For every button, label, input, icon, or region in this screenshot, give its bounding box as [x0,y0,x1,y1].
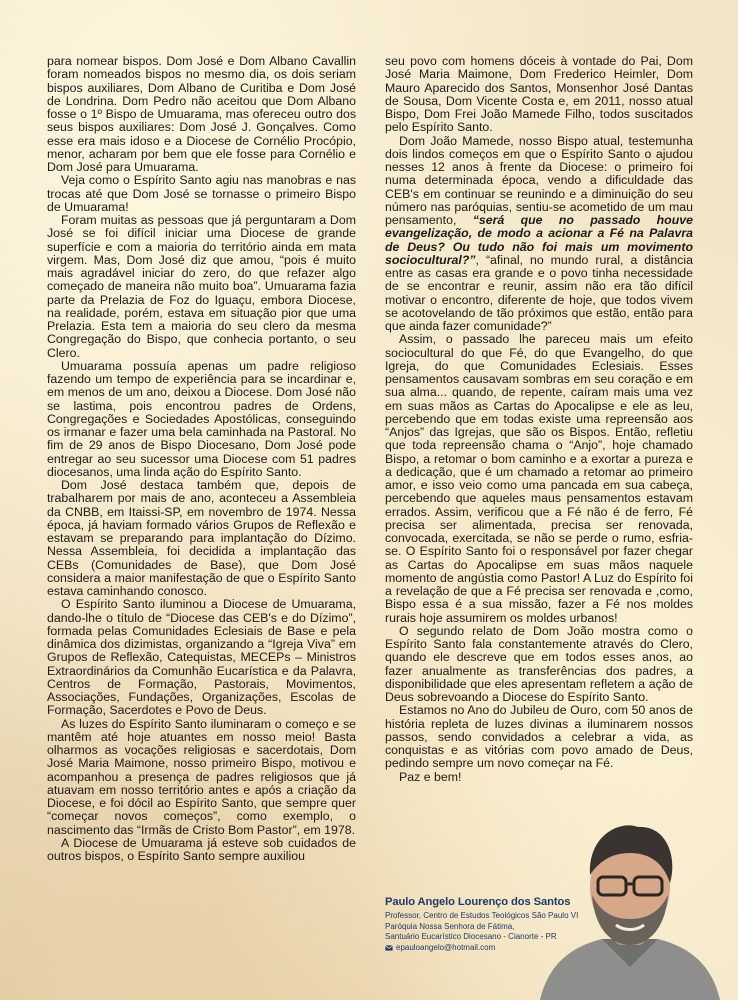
author-sanctuary: Santuário Eucarístico Diocesano - Cianorte - PR [385,932,557,942]
author-parish: Paróquia Nossa Senhora de Fátima, [385,921,515,931]
article-paragraph: Veja como o Espírito Santo agiu nas manobras e nas trocas até que Dom José se tornasse o primeiro Bispo de Umuarama! [47,173,356,214]
article-paragraph: O Espírito Santo iluminou a Diocese de Umuarama, dando-lhe o título de “Diocese das CEB's e do Dízimo”, formada pelas Comunidades Eclesiais de Base e pela dinâmica dos dizimistas, organizando a “Igreja Viva” em Grupos de Reflexão, Catequistas, MECEPs – Ministros Extraordinários da Comunhão Eucarística e da Palavra, Centros de Formação, Pastorais, Movimentos, Associações, Fundações, Organizações, Escolas de Formação, Sacerdotes e Povo de Deus. [47,597,356,718]
closing-line: Paz e bem! [399,769,462,784]
article-paragraph: Assim, o passado lhe pareceu mais um efeito sociocultural do que Fé, do que Evangelho, do que Igreja, do que Comunidades Eclesiais. Esses pensamentos causavam sombras em seu coração e em sua alma... quando, de repente, caíram mais uma vez em suas mãos as Cartas do Apocalipse e ele as leu, percebendo que em todas existe uma repreensão aos “Anjos” das Igrejas, que são os Bispos. Então, refletiu que toda repreensão chama o “Anjo”, hoje chamado Bispo, a retomar o bom caminho e a exortar a pureza e a dedicação, que é um chamado a retomar ao primeiro amor, e isso veio como uma pancada em sua cabeça, percebendo que aqueles maus pensamentos estavam errados. Assim, verificou que a Fé não é de ferro, Fé precisa ser alimentada, precisa ser renovada, convocada, exercitada, se não se perde o rumo, esfria-se. O Espírito Santo foi o responsável por fazer chegar as Cartas do Apocalipse em suas mãos naquele momento de angústia como Pastor! A Luz do Espírito foi a revelação de que a Fé precisa ser renovada e ,como, Bispo essa é a sua missão, fazer a Fé nos moldes rurais hoje assumirem os moldes urbanos! [385,332,693,625]
author-affiliation: Professor, Centro de Estudos Teológicos São Paulo VI [385,911,579,920]
author-email[interactable]: epauloangelo@hotmail.com [396,942,496,952]
article-paragraph: As luzes do Espírito Santo iluminaram o começo e se mantêm até hoje atuantes em nosso meio! Basta olharmos as vocações religiosas e sacerdotais, Dom José Maria Maimone, nosso primeiro Bispo, motivou e acompanhou a presença de padres religiosos que já atuavam em nosso território antes e após a criação da Diocese, e foi dócil ao Espírito Santo, que sempre quer “começar novos começos”, como exemplo, o nascimento das “Irmãs de Cristo Bom Pastor”, em 1978. [47,716,356,837]
article-paragraph [385,135,693,334]
article-paragraph: O segundo relato de Dom João mostra como o Espírito Santo fala constantemente através do Clero, quando ele descreve que em todos esses anos, ao fazer anualmente as transferências dos padres, a disponibilidade que eles apresentam refletem a ação de Deus sobrevoando a Diocese do Espírito Santo. [385,623,693,704]
article-paragraph: Dom José destaca também que, depois de trabalharem por mais de ano, aconteceu a Assembleia da CNBB, em Itaissi-SP, em novembro de 1974. Nessa época, já haviam formado vários Grupos de Reflexão e estavam se preparando para implantação do Dízimo. Nessa Assembleia, foi decidida a implantação das CEBs (Comunidades de Base), que Dom José considera a maior manifestação de que o Espírito Santo estava caminhando conosco. [47,478,356,598]
article-right-column [385,55,693,784]
paragraph-text: , “afinal, no mundo rural, a distância entre as casas era grande e o povo tinha necessidade de se encontrar e reunir, assim não era tão difícil motivar o encontro, diferente de hoje, que todos vivem se acotovelando de tão próximos que estão, então para que ainda fazer comunidade?” [385,252,693,333]
article-paragraph: Foram muitas as pessoas que já perguntaram a Dom José se foi difícil iniciar uma Diocese de grande superfície e com a maioria do território ainda em mata virgem. Mas, Dom José diz que amou, “pois é muito mais agradável iniciar do zero, do que refazer algo começado de maneira não muito boa”. Umuarama fazia parte da Prelazia de Foz do Iguaçu, embora Diocese, na realidade, porém, estava em situação pior que uma Prelazia. Esta tem a maioria do seu clero da mesma Congregação do Bispo, que conhecia portanto, o seu Clero. [47,213,356,360]
author-name: Paulo Angelo Lourenço dos Santos [385,896,571,908]
article-paragraph: seu povo com homens dóceis à vontade do Pai, Dom José Maria Maimone, Dom Frederico Heimler, Dom Mauro Aparecido dos Santos, Monsenhor José Dantas de Sousa, Dom Vicente Costa e, em 2011, nosso atual Bispo, Dom Frei João Mamede Filho, todos suscitados pelo Espírito Santo. [385,54,693,135]
article-paragraph: Umuarama possuía apenas um padre religioso fazendo um tempo de experiência para se incardinar e, em menos de um ano, deixou a Diocese. Dom José não se lastima, pois encontrou padres de Ordens, Congregações e Sociedades Apostólicas, conseguindo os irmanar e fazer uma bela caminhada na Pastoral. No fim de 29 anos de Bispo Diocesano, Dom José pode entregar ao seu sucessor uma Diocese com 51 padres diocesanos, uma linda ação do Espírito Santo. [47,358,356,479]
article-paragraph: Estamos no Ano do Jubileu de Ouro, com 50 anos de história repleta de luzes divinas a iluminarem nossos passos, sendo convidados a celebrar a vida, as conquistas e as vitórias com povo amado de Deus, pedindo sempre um novo começar na Fé. [385,703,693,771]
envelope-icon [385,945,393,951]
author-signature [385,896,585,953]
article-paragraph: A Diocese de Umuarama já esteve sob cuidados de outros bispos, o Espírito Santo sempre auxiliou [47,835,356,863]
article-paragraph: para nomear bispos. Dom José e Dom Albano Cavallin foram nomeados bispos no mesmo dia, os dois seriam bispos auxiliares, Dom Albano de Curitiba e Dom José de Londrina. Dom Pedro não aceitou que Dom Albano fosse o 1º Bispo de Umuarama, mas ofereceu outro dos seus bispos auxiliares: Dom José J. Gonçalves. Como esse era mais idoso e a Diocese de Cornélio Procópio, menor, acharam por bem que ele fosse para Cornélio e Dom José para Umuarama. [47,54,356,174]
article-left-column [47,55,356,863]
paragraph-text: Dom João Mamede, nosso Bispo atual, testemunha dois lindos começos em que o Espírito Santo o ajudou nesses 12 anos à frente da Diocese: o primeiro foi numa determinada época, vendo a dificuldade das CEB's em continuar se reunindo e a diminuição do seu número nas paróquias, sentiu-se acometido de um mau pensamento, [385,133,693,227]
author-email-row [385,943,585,954]
emphasized-quote: “será que no passado houve evangelização, de modo a acionar a Fé na Palavra de Deus? Ou tudo não foi mais um movimento sociocultural?” [385,213,693,267]
